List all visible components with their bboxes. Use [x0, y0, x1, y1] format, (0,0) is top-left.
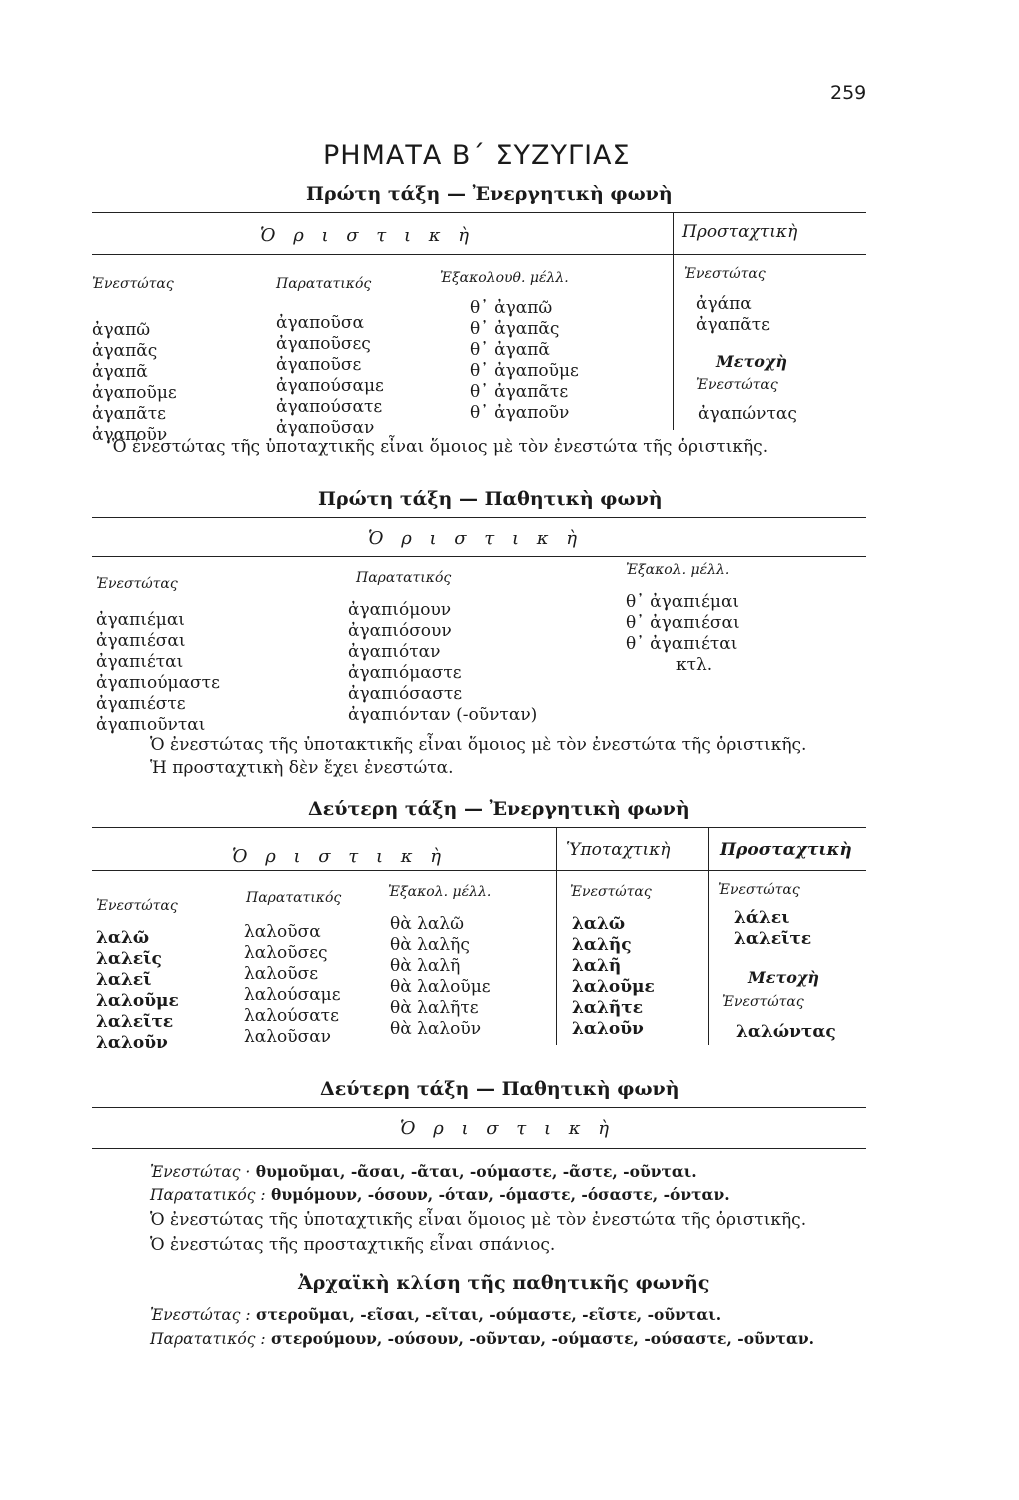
- s3-future-form: θὰ λαλῆς: [390, 935, 470, 955]
- s2-future-column: [626, 592, 740, 676]
- s2-present-head: Ἐνεστώτας: [96, 576, 178, 592]
- section3-divider-left: [556, 827, 557, 1045]
- section2-heading: Πρώτη τάξη — Παθητικὴ φωνὴ: [318, 488, 663, 510]
- s4-note1: Ὁ ἐνεστώτας τῆς ὑποταχτικῆς εἶναι ὅμοιος μὲ τὸν ἐνεστώτα τῆς ὁριστικῆς.: [150, 1210, 807, 1230]
- s3-imperfect-form: λαλούσατε: [244, 1006, 339, 1026]
- s3-present-form: λαλῶ: [96, 928, 150, 948]
- section2-head-rule: [92, 556, 866, 557]
- s3-imperfect-form: λαλοῦσες: [244, 943, 328, 963]
- s1-participle-form: ἀγαπώντας: [698, 404, 797, 424]
- s3-present-form: λαλεῖτε: [96, 1012, 174, 1032]
- s3-present-form: λαλεῖ: [96, 970, 152, 990]
- s1-present-column: [92, 320, 177, 446]
- s1-imp-present-head: Ἐνεστώτας: [684, 266, 766, 282]
- s1-participle-label: Μετοχὴ: [716, 352, 788, 371]
- s1-present-form: ἀγαπᾶτε: [92, 404, 166, 424]
- s3-imperative-form: λαλεῖτε: [734, 929, 812, 949]
- s2-future-form: θ᾽ ἀγαπιέται: [626, 634, 738, 654]
- section4-heading: Δεύτερη τάξη — Παθητικὴ φωνὴ: [320, 1078, 680, 1100]
- s3-present-form: λαλοῦμε: [96, 991, 179, 1011]
- section3-indicative-label: Ὁ ρ ι σ τ ι κ ὴ: [232, 846, 448, 867]
- s3-imperfect-column: [244, 922, 341, 1048]
- s3-future-column: [390, 914, 491, 1040]
- s3-subjunctive-form: λαλοῦν: [572, 1019, 644, 1039]
- s2-imperfect-head: Παρατατικός: [356, 570, 452, 586]
- s2-present-form: ἀγαπιέσαι: [96, 631, 186, 651]
- s1-imperative-form: ἀγαπᾶτε: [696, 315, 770, 335]
- section4-top-rule: [92, 1107, 866, 1108]
- s2-present-column: [96, 610, 220, 736]
- s3-participle-form: λαλώντας: [736, 1022, 836, 1042]
- s3-imperative-column: [734, 908, 811, 950]
- s2-present-form: ἀγαπιέται: [96, 652, 184, 672]
- s3-participle-label: Μετοχὴ: [748, 968, 820, 987]
- s4-imperfect-endings: θυμόμουν, -όσουν, -όταν, -όμαστε, -όσαστε, -όνταν.: [271, 1185, 730, 1204]
- archaic-present-label: Ἐνεστώτας :: [150, 1306, 251, 1324]
- s2-present-form: ἀγαπιούμαστε: [96, 673, 220, 693]
- s1-imperfect-form: ἀγαποῦσαν: [276, 418, 375, 438]
- s1-imperative-column: [696, 294, 770, 336]
- s2-future-head: Ἐξακολ. μέλλ.: [626, 562, 730, 578]
- s3-future-form: θὰ λαλοῦν: [390, 1019, 482, 1039]
- s4-present-line: [150, 1162, 697, 1181]
- s4-present-endings: θυμοῦμαι, -ᾶσαι, -ᾶται, -ούμαστε, -ᾶστε, -οῦνται.: [255, 1162, 697, 1181]
- s3-imperfect-form: λαλοῦσε: [244, 964, 319, 984]
- s1-present-form: ἀγαπᾶ: [92, 362, 148, 382]
- section2-indicative-label: Ὁ ρ ι σ τ ι κ ὴ: [368, 528, 584, 549]
- s1-present-form: ἀγαπῶ: [92, 320, 151, 340]
- s3-participle-present-head: Ἐνεστώτας: [722, 994, 804, 1010]
- s2-imperfect-form: ἀγαπιόσαστε: [348, 684, 463, 704]
- archaic-imperfect-label: Παρατατικός :: [150, 1330, 266, 1348]
- s1-imperfect-form: ἀγαπούσαμε: [276, 376, 384, 396]
- s2-imperfect-form: ἀγαπιόταν: [348, 642, 441, 662]
- section1-imperative-label: Προσταχτικὴ: [682, 222, 798, 242]
- s3-subjunctive-form: λαλῶ: [572, 914, 626, 934]
- s2-imperfect-form: ἀγαπιόνταν (-οῦνταν): [348, 705, 538, 725]
- s3-imperfect-form: λαλούσαμε: [244, 985, 341, 1005]
- s1-future-form: θ᾽ ἀγαπᾶ: [470, 340, 550, 360]
- section3-heading: Δεύτερη τάξη — Ἐνεργητικὴ φωνὴ: [308, 798, 690, 820]
- s1-participle-present-head: Ἐνεστώτας: [696, 377, 778, 393]
- section1-indicative-label: Ὁ ρ ι σ τ ι κ ὴ: [260, 225, 476, 246]
- s3-future-form: θὰ λαλῆ: [390, 956, 461, 976]
- s3-present-form: λαλεῖς: [96, 949, 162, 969]
- s3-present-column: [96, 928, 179, 1054]
- page-title: ΡΗΜΑΤΑ Β΄ ΣΥΖΥΓΙΑΣ: [323, 140, 631, 171]
- s2-note1: Ὁ ἐνεστώτας τῆς ὑποτακτικῆς εἶναι ὅμοιος μὲ τὸν ἐνεστώτα τῆς ὁριστικῆς.: [150, 735, 807, 755]
- s2-present-form: ἀγαπιοῦνται: [96, 715, 206, 735]
- s1-future-form: θ᾽ ἀγαποῦμε: [470, 361, 579, 381]
- s1-note: Ὁ ἐνεστώτας τῆς ὑποταχτικῆς εἶναι ὅμοιος μὲ τὸν ἐνεστώτα τῆς ὁριστικῆς.: [112, 437, 769, 457]
- section1-head-rule: [92, 254, 866, 255]
- s2-imperfect-column: [348, 600, 537, 726]
- archaic-present-endings: στεροῦμαι, -εῖσαι, -εῖται, -ούμαστε, -εῖστε, -οῦνται.: [256, 1305, 722, 1324]
- section1-divider: [673, 212, 674, 430]
- s1-imperfect-head: Παρατατικός: [276, 276, 372, 292]
- s1-imperative-form: ἀγάπα: [696, 294, 752, 314]
- s1-future-head: Ἐξακολουθ. μέλλ.: [440, 270, 569, 286]
- section1-heading: Πρώτη τάξη — Ἐνεργητικὴ φωνὴ: [306, 183, 673, 205]
- s3-present-head: Ἐνεστώτας: [96, 898, 178, 914]
- archaic-imperfect-line: [150, 1329, 814, 1348]
- archaic-present-line: [150, 1305, 721, 1324]
- s3-future-form: θὰ λαλῆτε: [390, 998, 479, 1018]
- s3-subjunctive-form: λαλῆτε: [572, 998, 644, 1018]
- s1-future-form: θ᾽ ἀγαπῶ: [470, 298, 553, 318]
- s3-subjunctive-form: λαλῆς: [572, 935, 632, 955]
- s3-imperative-form: λάλει: [734, 908, 790, 928]
- s3-subjunctive-form: λαλῆ: [572, 956, 622, 976]
- section1-top-rule: [92, 212, 866, 213]
- s3-subjunctive-form: λαλοῦμε: [572, 977, 655, 997]
- page-number: 259: [830, 82, 867, 104]
- section3-head-rule: [92, 870, 866, 871]
- s2-imperfect-form: ἀγαπιόμαστε: [348, 663, 462, 683]
- s4-imperfect-line: [150, 1185, 730, 1204]
- s1-future-form: θ᾽ ἀγαπᾶτε: [470, 382, 569, 402]
- s2-imperfect-form: ἀγαπιόμουν: [348, 600, 452, 620]
- archaic-heading: Ἀρχαϊκὴ κλίση τῆς παθητικῆς φωνῆς: [298, 1272, 710, 1294]
- section3-divider-right: [708, 827, 709, 1045]
- s2-imperfect-form: ἀγαπιόσουν: [348, 621, 452, 641]
- s3-imp-present-head: Ἐνεστώτας: [718, 882, 800, 898]
- s3-future-form: θὰ λαλοῦμε: [390, 977, 491, 997]
- s1-imperfect-form: ἀγαποῦσε: [276, 355, 362, 375]
- s1-future-form: θ᾽ ἀγαπᾶς: [470, 319, 560, 339]
- s2-note2: Ἡ προσταχτικὴ δὲν ἔχει ἐνεστώτα.: [150, 758, 454, 778]
- s3-future-form: θὰ λαλῶ: [390, 914, 465, 934]
- s4-note2: Ὁ ἐνεστώτας τῆς προσταχτικῆς εἶναι σπάνιος.: [150, 1235, 556, 1255]
- section4-head-rule: [92, 1148, 866, 1149]
- section3-subjunctive-label: Ὑποταχτικὴ: [566, 840, 671, 860]
- s1-imperfect-form: ἀγαποῦσες: [276, 334, 371, 354]
- s1-present-form: ἀγαποῦμε: [92, 383, 177, 403]
- s1-imperfect-form: ἀγαπούσατε: [276, 397, 383, 417]
- s3-imperfect-head: Παρατατικός: [246, 890, 342, 906]
- s1-present-head: Ἐνεστώτας: [92, 276, 174, 292]
- s1-present-form: ἀγαπᾶς: [92, 341, 158, 361]
- s4-present-label: Ἐνεστώτας ·: [150, 1163, 251, 1181]
- s3-present-form: λαλοῦν: [96, 1033, 168, 1053]
- s2-future-form: θ᾽ ἀγαπιέσαι: [626, 613, 740, 633]
- section3-imperative-label: Προσταχτικὴ: [720, 840, 852, 860]
- s3-imperfect-form: λαλοῦσαν: [244, 1027, 332, 1047]
- s2-present-form: ἀγαπιέστε: [96, 694, 186, 714]
- section2-top-rule: [92, 517, 866, 518]
- s2-future-form: θ᾽ ἀγαπιέμαι: [626, 592, 740, 612]
- s1-imperfect-form: ἀγαποῦσα: [276, 313, 364, 333]
- archaic-imperfect-endings: στερούμουν, -ούσουν, -οῦνταν, -ούμαστε, -ούσαστε, -οῦνταν.: [271, 1329, 815, 1348]
- s2-future-form: κτλ.: [676, 655, 713, 675]
- section4-indicative-label: Ὁ ρ ι σ τ ι κ ὴ: [400, 1118, 616, 1139]
- section3-top-rule: [92, 827, 866, 828]
- s3-imperfect-form: λαλοῦσα: [244, 922, 321, 942]
- s1-present-form: ἀγαποῦν: [92, 425, 168, 445]
- s1-future-column: [470, 298, 579, 424]
- s3-subjunctive-column: [572, 914, 655, 1040]
- s3-future-head: Ἐξακολ. μέλλ.: [388, 884, 492, 900]
- s1-imperfect-column: [276, 313, 384, 439]
- s1-future-form: θ᾽ ἀγαποῦν: [470, 403, 570, 423]
- s3-subj-present-head: Ἐνεστώτας: [570, 884, 652, 900]
- s2-present-form: ἀγαπιέμαι: [96, 610, 185, 630]
- s4-imperfect-label: Παρατατικός :: [150, 1186, 266, 1204]
